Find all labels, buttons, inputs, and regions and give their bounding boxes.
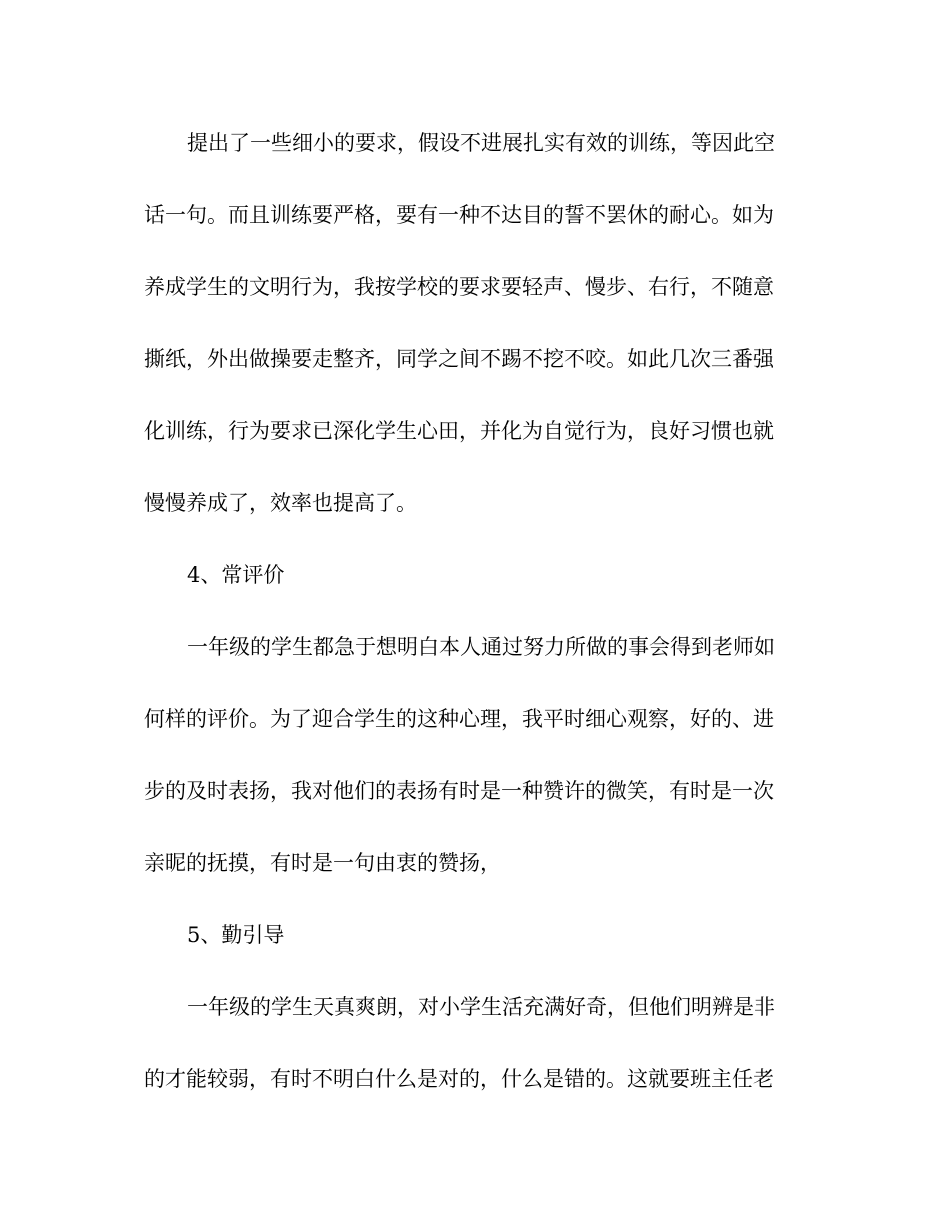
paragraph-line: 何样的评价。为了迎合学生的这种心理，我平时细心观察，好的、进: [144, 707, 774, 731]
paragraph-line: 慢慢养成了，效率也提高了。: [144, 491, 417, 515]
section-heading: 4、常评价: [187, 563, 285, 587]
paragraph-line: 撕纸，外出做操要走整齐，同学之间不踢不挖不咬。如此几次三番强: [144, 347, 774, 371]
paragraph-line: 步的及时表扬，我对他们的表扬有时是一种赞许的微笑，有时是一次: [144, 779, 774, 803]
paragraph-line: 一年级的学生天真爽朗，对小学生活充满好奇，但他们明辨是非: [187, 995, 775, 1019]
paragraph-line: 一年级的学生都急于想明白本人通过努力所做的事会得到老师如: [187, 635, 775, 659]
paragraph-line: 亲昵的抚摸，有时是一句由衷的赞扬，: [144, 851, 501, 875]
paragraph-line: 提出了一些细小的要求，假设不进展扎实有效的训练，等因此空: [187, 131, 775, 155]
paragraph-line: 话一句。而且训练要严格，要有一种不达目的誓不罢休的耐心。如为: [144, 203, 774, 227]
section-heading: 5、勤引导: [187, 923, 285, 947]
paragraph-line: 化训练，行为要求已深化学生心田，并化为自觉行为，良好习惯也就: [144, 419, 774, 443]
paragraph-line: 的才能较弱，有时不明白什么是对的，什么是错的。这就要班主任老: [144, 1067, 774, 1091]
paragraph-line: 养成学生的文明行为，我按学校的要求要轻声、慢步、右行，不随意: [144, 275, 774, 299]
